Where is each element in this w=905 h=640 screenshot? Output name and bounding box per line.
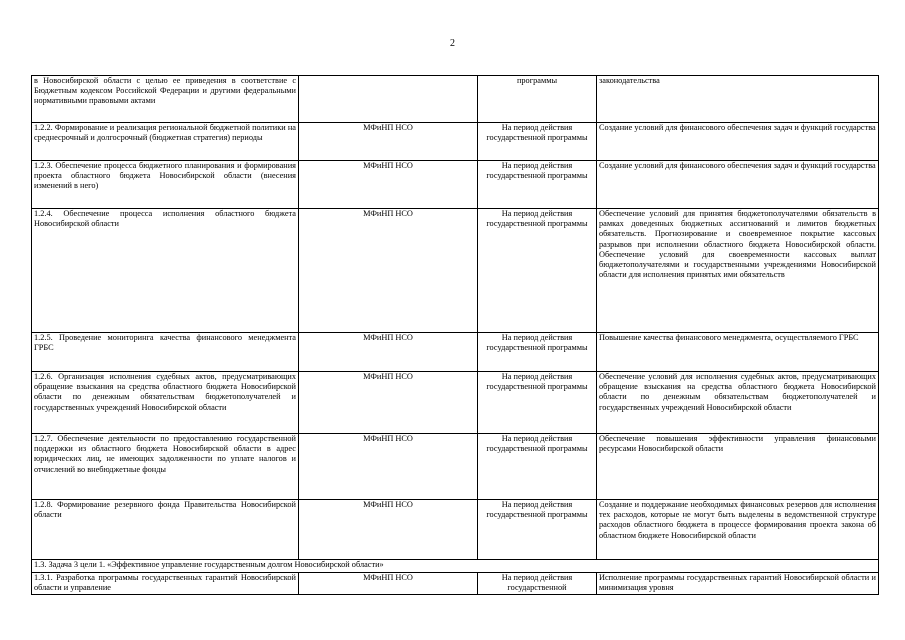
- expected-result: Исполнение программы государственных гарантий Новосибирской области и минимизация уровня: [599, 573, 876, 593]
- table-body: [32, 76, 879, 595]
- period-cell: [478, 76, 597, 123]
- result-cell: [597, 573, 879, 595]
- expected-result: Обеспечение повышения эффективности управления финансовыми ресурсами Новосибирской области: [599, 434, 876, 454]
- task-row: [32, 560, 879, 573]
- measure-name: 1.2.7. Обеспечение деятельности по предоставлению государственной поддержки из областного бюджета Новосибирской области в адрес юридических лиц, не имеющих задолженности по уплате налогов и отчислений во внебюджетные фонды: [34, 434, 296, 474]
- table-row: [32, 333, 879, 372]
- period: На период действия государственной программы: [486, 372, 588, 392]
- measure-name-cell: [32, 76, 299, 123]
- measure-name: 1.2.8. Формирование резервного фонда Правительства Новосибирской области: [34, 500, 296, 520]
- period: На период действия государственной программы: [486, 161, 588, 181]
- result-cell: [597, 372, 879, 434]
- executor: МФиНП НСО: [363, 573, 413, 582]
- measure-name: 1.2.6. Организация исполнения судебных актов, предусматривающих обращение взыскания на средства областного бюджета Новосибирской области по денежным обязательствам бюджетополучателей и государственных учреждений Новосибирской области: [34, 372, 296, 412]
- executor-cell: [299, 500, 478, 560]
- measure-name-cell: [32, 434, 299, 500]
- measure-name-cell: [32, 500, 299, 560]
- result-cell: [597, 76, 879, 123]
- measure-name-cell: [32, 573, 299, 595]
- result-cell: [597, 434, 879, 500]
- page-number: 2: [450, 38, 455, 49]
- measure-name-cell: [32, 161, 299, 209]
- table-row: [32, 76, 879, 123]
- expected-result: законодательства: [599, 76, 660, 85]
- result-cell: [597, 161, 879, 209]
- executor-cell: [299, 372, 478, 434]
- executor-cell: [299, 333, 478, 372]
- executor: МФиНП НСО: [363, 123, 413, 132]
- table-row: [32, 123, 879, 161]
- executor: МФиНП НСО: [363, 500, 413, 509]
- task-heading: 1.3. Задача 3 цели 1. «Эффективное управление государственным долгом Новосибирской области»: [34, 560, 384, 569]
- measure-name-cell: [32, 209, 299, 333]
- executor: МФиНП НСО: [363, 161, 413, 170]
- task-heading-cell: [32, 560, 879, 573]
- measure-name-cell: [32, 333, 299, 372]
- period: На период действия государственной программы: [486, 209, 588, 229]
- expected-result: Обеспечение условий для исполнения судебных актов, предусматривающих обращение взыскания на средства областного бюджета Новосибирской области по денежным обязательствам бюджетополучателей и государственных учреждений Новосибирской области: [599, 372, 876, 412]
- period: На период действия государственной программы: [486, 500, 588, 520]
- measure-name: 1.2.4. Обеспечение процесса исполнения областного бюджета Новосибирской области: [34, 209, 296, 229]
- period-cell: [478, 161, 597, 209]
- period-cell: [478, 333, 597, 372]
- executor-cell: [299, 161, 478, 209]
- expected-result: Создание условий для финансового обеспечения задач и функций государства: [599, 123, 876, 132]
- period-cell: [478, 434, 597, 500]
- table-row: [32, 573, 879, 595]
- period: На период действия государственной программы: [486, 123, 588, 143]
- measure-name: 1.2.5. Проведение мониторинга качества финансового менеджмента ГРБС: [34, 333, 296, 353]
- period-cell: [478, 372, 597, 434]
- period-cell: [478, 573, 597, 595]
- table-row: [32, 372, 879, 434]
- measure-name: в Новосибирской области с целью ее приведения в соответствие с Бюджетным кодексом Российской Федерации и другими федеральными нормативными правовыми актами: [34, 76, 296, 106]
- table-row: [32, 209, 879, 333]
- executor-cell: [299, 123, 478, 161]
- result-cell: [597, 209, 879, 333]
- table-row: [32, 434, 879, 500]
- executor-cell: [299, 209, 478, 333]
- executor: МФиНП НСО: [363, 209, 413, 218]
- period: программы: [516, 76, 558, 85]
- expected-result: Создание условий для финансового обеспечения задач и функций государства: [599, 161, 876, 170]
- period-cell: [478, 209, 597, 333]
- period-cell: [478, 123, 597, 161]
- table-row: [32, 500, 879, 560]
- executor: МФиНП НСО: [363, 372, 413, 381]
- table-row: [32, 161, 879, 209]
- measure-name-cell: [32, 123, 299, 161]
- measure-name: 1.2.2. Формирование и реализация региональной бюджетной политики на среднесрочный и долгосрочный (бюджетная стратегия) периоды: [34, 123, 296, 143]
- expected-result: Обеспечение условий для принятия бюджетополучателями обязательств в рамках доведенных бюджетных ассигнований и лимитов бюджетных обязательств. Прогнозирование и своевременное покрытие кассовых разрывов при исполнении областного бюджета Новосибирской области. Обеспечение условий для своевременности кассовых выплат бюджетополучателями и государственными учреждениями Новосибирской области для исполнения принятых ими обязательств: [599, 209, 876, 280]
- measure-name-cell: [32, 372, 299, 434]
- expected-result: Повышение качества финансового менеджмента, осуществляемого ГРБС: [599, 333, 859, 342]
- period: На период действия государственной программы: [486, 333, 588, 353]
- result-cell: [597, 500, 879, 560]
- result-cell: [597, 333, 879, 372]
- executor-cell: [299, 76, 478, 123]
- period: На период действия государственной: [501, 573, 573, 593]
- period: На период действия государственной программы: [486, 434, 588, 454]
- measure-name: 1.2.3. Обеспечение процесса бюджетного планирования и формирования проекта областного бюджета Новосибирской области (внесения изменений в него): [34, 161, 296, 191]
- executor-cell: [299, 434, 478, 500]
- expected-result: Создание и поддержание необходимых финансовых резервов для исполнения тех расходов, которые не могут быть выделены в ведомственной структуре расходов областного бюджета в процессе формирования проекта закона об областном бюджете Новосибирской области: [599, 500, 876, 540]
- program-measures-table: [31, 75, 879, 595]
- executor-cell: [299, 573, 478, 595]
- result-cell: [597, 123, 879, 161]
- measure-name: 1.3.1. Разработка программы государственных гарантий Новосибирской области и управление: [34, 573, 296, 593]
- period-cell: [478, 500, 597, 560]
- executor: МФиНП НСО: [363, 333, 413, 342]
- executor: МФиНП НСО: [363, 434, 413, 443]
